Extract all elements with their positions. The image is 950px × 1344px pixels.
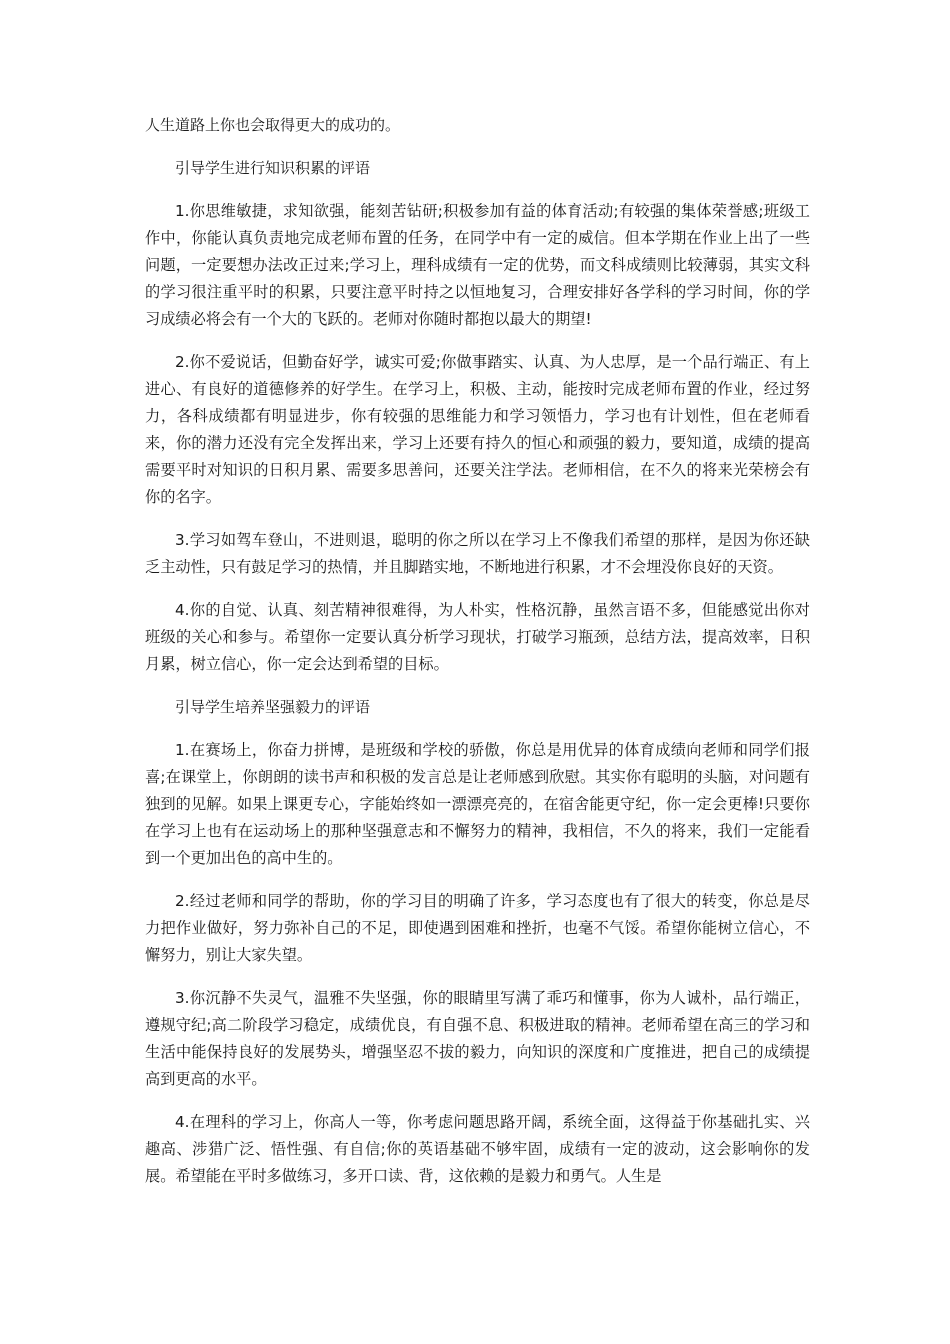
comment-paragraph: 2.你不爱说话，但勤奋好学，诚实可爱;你做事踏实、认真、为人忠厚，是一个品行端正、有上进心、有良好的道德修养的好学生。在学习上，积极、主动，能按时完成老师布置的作业，经过努力，各科成绩都有明显进步，你有较强的思维能力和学习领悟力，学习也有计划性，但在老师看来，你的潜力还没有完全发挥出来，学习上还要有持久的恒心和顽强的毅力，要知道，成绩的提高需要平时对知识的日积月累、需要多思善问，还要关注学法。老师相信，在不久的将来光荣榜会有你的名字。 bbox=[145, 353, 810, 506]
comment-paragraph: 4.在理科的学习上，你高人一等，你考虑问题思路开阔，系统全面，这得益于你基础扎实、兴趣高、涉猎广泛、悟性强、有自信;你的英语基础不够牢固，成绩有一定的波动，这会影响你的发展。希望能在平时多做练习，多开口读、背，这依赖的是毅力和勇气。人生是 bbox=[145, 1113, 810, 1185]
comment-paragraph: 2.经过老师和同学的帮助，你的学习目的明确了许多，学习态度也有了很大的转变，你总是尽力把作业做好，努力弥补自己的不足，即使遇到困难和挫折，也毫不气馁。希望你能树立信心，不懈努力，别让大家失望。 bbox=[145, 892, 810, 964]
lead-line: 人生道路上你也会取得更大的成功的。 bbox=[145, 116, 401, 134]
comment-paragraph: 4.你的自觉、认真、刻苦精神很难得，为人朴实，性格沉静，虽然言语不多，但能感觉出你对班级的关心和参与。希望你一定要认真分析学习现状，打破学习瓶颈，总结方法，提高效率，日积月累，树立信心，你一定会达到希望的目标。 bbox=[145, 601, 810, 673]
section-heading-knowledge: 引导学生进行知识积累的评语 bbox=[175, 159, 371, 177]
comment-paragraph: 3.你沉静不失灵气，温雅不失坚强，你的眼睛里写满了乖巧和懂事，你为人诚朴，品行端正，遵规守纪;高二阶段学习稳定，成绩优良，有自强不息、积极进取的精神。老师希望在高三的学习和生活中能保持良好的发展势头，增强坚忍不拔的毅力，向知识的深度和广度推进，把自己的成绩提高到更高的水平。 bbox=[145, 989, 810, 1088]
section-heading-perseverance: 引导学生培养坚强毅力的评语 bbox=[175, 698, 371, 716]
comment-paragraph: 1.你思维敏捷，求知欲强，能刻苦钻研;积极参加有益的体育活动;有较强的集体荣誉感;班级工作中，你能认真负责地完成老师布置的任务，在同学中有一定的威信。但本学期在作业上出了一些问题，一定要想办法改正过来;学习上，理科成绩有一定的优势，而文科成绩则比较薄弱，其实文科的学习很注重平时的积累，只要注意平时持之以恒地复习，合理安排好各学科的学习时间，你的学习成绩必将会有一个大的飞跃的。老师对你随时都抱以最大的期望! bbox=[145, 202, 810, 328]
document-page bbox=[145, 112, 810, 1206]
comment-paragraph: 3.学习如驾车登山，不进则退，聪明的你之所以在学习上不像我们希望的那样，是因为你还缺乏主动性，只有鼓足学习的热情，并且脚踏实地，不断地进行积累，才不会埋没你良好的天资。 bbox=[145, 531, 810, 576]
comment-paragraph: 1.在赛场上，你奋力拼博，是班级和学校的骄傲，你总是用优异的体育成绩向老师和同学们报喜;在课堂上，你朗朗的读书声和积极的发言总是让老师感到欣慰。其实你有聪明的头脑，对问题有独到的见解。如果上课更专心，字能始终如一漂漂亮亮的，在宿舍能更守纪，你一定会更棒!只要你在学习上也有在运动场上的那种坚强意志和不懈努力的精神，我相信，不久的将来，我们一定能看到一个更加出色的高中生的。 bbox=[145, 741, 810, 867]
